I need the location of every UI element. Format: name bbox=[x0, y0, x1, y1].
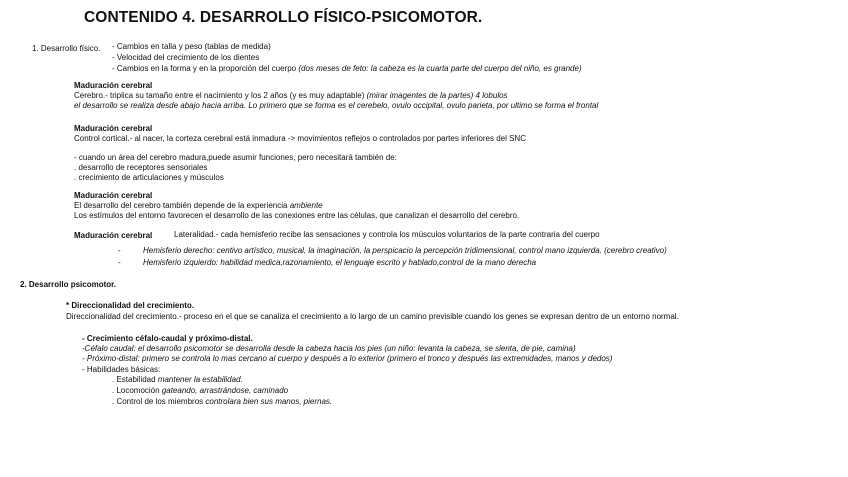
mad3-line1-text: El desarrollo del cerebro también depende de la experiencia bbox=[74, 201, 290, 210]
mad2-line4: . crecimiento de articulaciones y músculos bbox=[74, 173, 224, 182]
mad4-bullet-2-dash: - bbox=[118, 258, 121, 267]
mad4-text: Lateralidad.- cada hemisferio recibe las sensaciones y controla los músculos voluntarios de la parte contraria del cuerpo bbox=[174, 230, 600, 239]
mad4-bullet-1-dash: - bbox=[118, 246, 121, 255]
dir-text: Direccionalidad del crecimiento.- proceso en el que se canaliza el crecimiento a lo largo de un camino previsible cuando los genes se expresan dentro de un entorno normal. bbox=[66, 312, 679, 321]
hab-item-2-desc: gateando, arrastrándose, caminado bbox=[161, 386, 289, 395]
s1-item-1-text: - Cambios en talla y peso (tablas de medida) bbox=[112, 42, 271, 51]
crec-line2: - Próximo-distal: primero se controla lo mas cercano al cuerpo y después a lo exterior (primero el tronco y después las extremidades, manos y dedos) bbox=[82, 354, 613, 363]
crec-line1: -Céfalo caudal: el desarrollo psicomotor se desarrolla desde la cabeza hacia los pies (un niño: levanta la cabeza, se sienta, de pie, camina) bbox=[82, 344, 576, 353]
hab-item-2 bbox=[112, 386, 288, 396]
mad1-line1-note: (mirar imagentes de la partes) 4 lobulos bbox=[366, 91, 508, 100]
hab-item-1-label: . Estabilidad bbox=[112, 375, 158, 384]
hab-title: - Habilidades básicas: bbox=[82, 365, 161, 374]
hab-item-3-label: . Control de los miembros bbox=[112, 397, 206, 406]
s1-item-3 bbox=[112, 64, 582, 74]
hab-item-1 bbox=[112, 375, 243, 385]
mad3-title: Maduración cerebral bbox=[74, 191, 153, 200]
hab-item-3 bbox=[112, 397, 332, 407]
mad2-line1: Control cortical.- al nacer, la corteza cerebral está inmadura -> movimientos reflejos o controlados por partes inferiores del SNC bbox=[74, 134, 526, 143]
s1-item-1 bbox=[112, 42, 271, 52]
s1-item-2-text: - Velocidad del crecimiento de los dientes bbox=[112, 53, 260, 62]
hab-item-2-label: . Locomoción bbox=[112, 386, 162, 395]
mad2-title: Maduración cerebral bbox=[74, 124, 153, 133]
hab-item-1-desc: mantener la estabilidad. bbox=[157, 375, 243, 384]
crec-title: - Crecimiento céfalo-caudal y próximo-distal. bbox=[82, 334, 253, 343]
dir-title: * Direccionalidad del crecimiento. bbox=[66, 301, 195, 310]
mad3-line2: Los estímulos del entorno favorecen el desarrollo de las conexiones entre las células, que canalizan el desarrollo del cerebro. bbox=[74, 211, 520, 220]
section-1-heading: 1. Desarrollo físico. bbox=[32, 44, 101, 53]
section-2-heading: 2. Desarrollo psicomotor. bbox=[20, 280, 117, 289]
mad1-line2: el desarrollo se realiza desde abajo hacia arriba. Lo primero que se forma es el cerebelo, ovulo occipital, ovulo parieta, por ultimo se forma el frontal bbox=[74, 101, 599, 110]
mad1-line1-text: Cerebro.- triplica su tamaño entre el nacimiento y los 2 años (y es muy adaptable) bbox=[74, 91, 367, 100]
mad1-title: Maduración cerebral bbox=[74, 81, 153, 90]
s1-item-3-text: - Cambios en la forma y en la proporción del cuerpo bbox=[112, 64, 299, 73]
mad2-line2: - cuando un área del cerebro madura,puede asumir funciones, pero necesitará también de: bbox=[74, 153, 397, 162]
mad3-line1-note: ambiente bbox=[289, 201, 323, 210]
mad2-line3: . desarrollo de receptores sensoriales bbox=[74, 163, 208, 172]
s1-item-2 bbox=[112, 53, 259, 63]
mad4-bullet-2: Hemisferio izquierdo: habilidad medica,razonamiento, el lenguaje escrito y hablado,control de la mano derecha bbox=[143, 258, 537, 267]
mad3-line1 bbox=[74, 201, 323, 211]
page-title: CONTENIDO 4. DESARROLLO FÍSICO-PSICOMOTOR. bbox=[84, 9, 483, 26]
hab-item-3-desc: controlara bien sus manos, piernas. bbox=[205, 397, 333, 406]
mad1-line1 bbox=[74, 91, 508, 101]
mad4-bullet-1: Hemisferio derecho: centivo artístico, musical, la imaginación, la perspicacio la percepción tridimensional, control mano izquierda. (cerebro creativo) bbox=[143, 246, 667, 255]
s1-item-3-note: (dos meses de feto: la cabeza es la cuarta parte del cuerpo del niño, es grande) bbox=[298, 64, 582, 73]
mad4-title: Maduración cerebral bbox=[74, 231, 153, 240]
